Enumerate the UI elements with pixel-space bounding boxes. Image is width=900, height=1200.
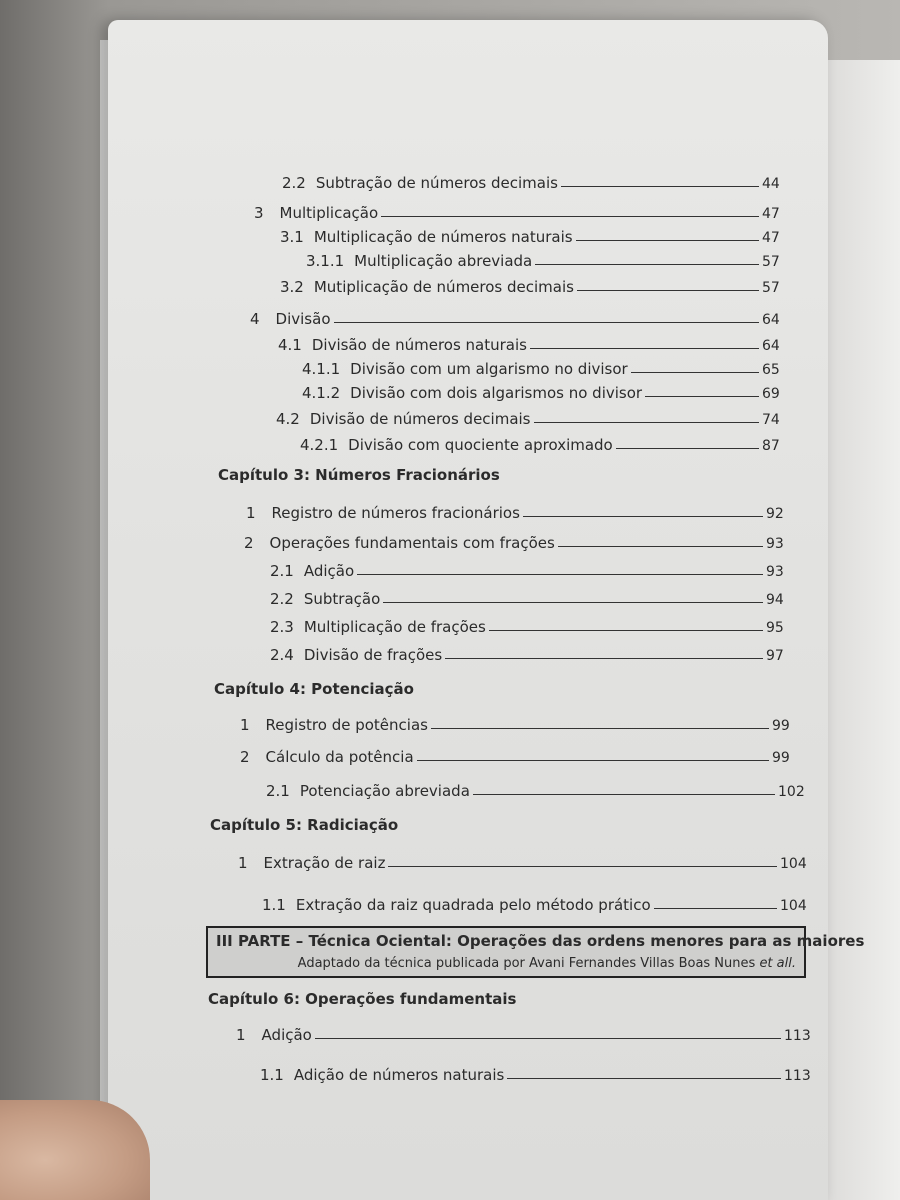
toc-entry <box>270 556 794 580</box>
toc-entry <box>302 354 790 378</box>
toc-entry <box>266 776 806 800</box>
chapter-heading: Capítulo 6: Operações fundamentais <box>208 990 517 1008</box>
entry-label: Divisão com quociente aproximado <box>348 436 613 454</box>
dot-leader <box>654 908 777 909</box>
entry-label: Operações fundamentais com frações <box>269 534 555 552</box>
dot-leader <box>561 186 759 187</box>
toc-entry <box>250 304 790 328</box>
entry-number: 3.2 <box>280 278 304 296</box>
entry-label: Adição de números naturais <box>293 1066 505 1084</box>
entry-label: Multiplicação de números naturais <box>313 228 573 246</box>
toc-entry <box>240 710 800 734</box>
part-banner <box>206 926 865 978</box>
dot-leader <box>535 264 759 265</box>
entry-page: 64 <box>762 312 780 328</box>
dot-leader <box>576 240 759 241</box>
dot-leader <box>357 574 763 575</box>
toc-entry <box>280 272 790 296</box>
toc-entry <box>254 198 790 222</box>
toc-entry <box>270 640 794 664</box>
entry-page: 99 <box>772 718 790 734</box>
entry-page: 44 <box>762 176 780 192</box>
entry-page: 97 <box>766 648 784 664</box>
entry-label: Divisão de frações <box>303 646 443 664</box>
entry-page: 69 <box>762 386 780 402</box>
dot-leader <box>388 866 777 867</box>
toc-entry <box>240 742 800 766</box>
part-title: III PARTE – Técnica Ociental: Operações das ordens menores para as maiores <box>216 932 865 950</box>
entry-label: Adição <box>303 562 355 580</box>
entry-page: 102 <box>778 784 805 800</box>
entry-number: 2 <box>240 748 250 766</box>
entry-label: Registro de números fracionários <box>271 504 520 522</box>
entry-label: Subtração de números decimais <box>315 174 558 192</box>
entry-number: 2 <box>244 534 254 552</box>
part-subtitle <box>216 956 796 971</box>
entry-label: Extração de raiz <box>263 854 386 872</box>
entry-number: 4.1.1 <box>302 360 341 378</box>
entry-number: 1 <box>236 1026 246 1044</box>
entry-number: 1 <box>246 504 256 522</box>
entry-label: Multiplicação <box>279 204 379 222</box>
entry-label: Mutiplicação de números decimais <box>313 278 574 296</box>
entry-page: 87 <box>762 438 780 454</box>
toc-entry <box>282 168 790 192</box>
toc-entry <box>236 1020 812 1044</box>
chapter-heading: Capítulo 4: Potenciação <box>214 680 414 698</box>
entry-page: 113 <box>784 1028 811 1044</box>
chapter-heading: Capítulo 3: Números Fracionários <box>218 466 500 484</box>
toc-entry <box>260 1060 812 1084</box>
entry-page: 93 <box>766 564 784 580</box>
entry-number: 2.1 <box>270 562 294 580</box>
entry-page: 92 <box>766 506 784 522</box>
toc-entry <box>300 430 790 454</box>
dot-leader <box>445 658 763 659</box>
entry-number: 2.4 <box>270 646 294 664</box>
entry-number: 3 <box>254 204 264 222</box>
entry-page: 113 <box>784 1068 811 1084</box>
entry-number: 4.2 <box>276 410 300 428</box>
entry-label: Registro de potências <box>265 716 428 734</box>
toc-entry <box>238 848 808 872</box>
entry-number: 2.2 <box>270 590 294 608</box>
entry-page: 64 <box>762 338 780 354</box>
entry-page: 57 <box>762 280 780 296</box>
thumb <box>0 1100 150 1200</box>
dot-leader <box>334 322 760 323</box>
entry-page: 47 <box>762 230 780 246</box>
toc-entry <box>246 498 794 522</box>
entry-label: Divisão com um algarismo no divisor <box>350 360 628 378</box>
entry-label: Divisão de números decimais <box>309 410 531 428</box>
entry-label: Multiplicação abreviada <box>354 252 533 270</box>
dot-leader <box>417 760 769 761</box>
toc-entry <box>280 222 790 246</box>
entry-label: Divisão de números naturais <box>311 336 527 354</box>
toc-entry <box>262 890 808 914</box>
toc-entry <box>276 404 790 428</box>
dot-leader <box>489 630 763 631</box>
entry-page: 74 <box>762 412 780 428</box>
dot-leader <box>523 516 763 517</box>
entry-page: 95 <box>766 620 784 636</box>
entry-label: Divisão <box>275 310 331 328</box>
entry-label: Multiplicação de frações <box>303 618 486 636</box>
toc-entry <box>244 528 794 552</box>
entry-page: 104 <box>780 856 807 872</box>
entry-number: 1 <box>238 854 248 872</box>
dot-leader <box>431 728 769 729</box>
dot-leader <box>383 602 763 603</box>
entry-page: 94 <box>766 592 784 608</box>
entry-label: Potenciação abreviada <box>299 782 470 800</box>
dot-leader <box>507 1078 781 1079</box>
entry-number: 3.1 <box>280 228 304 246</box>
dot-leader <box>315 1038 781 1039</box>
dot-leader <box>558 546 763 547</box>
toc-entry <box>278 330 790 354</box>
entry-number: 3.1.1 <box>306 252 345 270</box>
entry-page: 65 <box>762 362 780 378</box>
entry-number: 4.2.1 <box>300 436 339 454</box>
dot-leader <box>473 794 775 795</box>
toc-entry <box>306 246 790 270</box>
toc-entry <box>270 584 794 608</box>
dot-leader <box>530 348 759 349</box>
entry-label: Extração da raiz quadrada pelo método prático <box>295 896 651 914</box>
toc-entry <box>302 378 790 402</box>
entry-page: 57 <box>762 254 780 270</box>
entry-number: 2.3 <box>270 618 294 636</box>
entry-page: 99 <box>772 750 790 766</box>
entry-number: 4.1 <box>278 336 302 354</box>
entry-page: 47 <box>762 206 780 222</box>
dot-leader <box>381 216 759 217</box>
dot-leader <box>631 372 759 373</box>
entry-number: 4 <box>250 310 260 328</box>
part-subtitle-text: Adaptado da técnica publicada por Avani Fernandes Villas Boas Nunes <box>297 956 756 971</box>
entry-number: 1 <box>240 716 250 734</box>
entry-label: Cálculo da potência <box>265 748 414 766</box>
entry-number: 4.1.2 <box>302 384 341 402</box>
entry-label: Divisão com dois algarismos no divisor <box>350 384 643 402</box>
entry-label: Subtração <box>303 590 381 608</box>
dot-leader <box>645 396 759 397</box>
entry-page: 104 <box>780 898 807 914</box>
entry-number: 1.1 <box>262 896 286 914</box>
entry-number: 2.1 <box>266 782 290 800</box>
entry-number: 2.2 <box>282 174 306 192</box>
toc-entry <box>270 612 794 636</box>
dot-leader <box>534 422 760 423</box>
entry-page: 93 <box>766 536 784 552</box>
dot-leader <box>616 448 759 449</box>
part-subtitle-italic: et all. <box>759 956 796 971</box>
dot-leader <box>577 290 759 291</box>
chapter-heading: Capítulo 5: Radiciação <box>210 816 399 834</box>
entry-number: 1.1 <box>260 1066 284 1084</box>
entry-label: Adição <box>261 1026 312 1044</box>
